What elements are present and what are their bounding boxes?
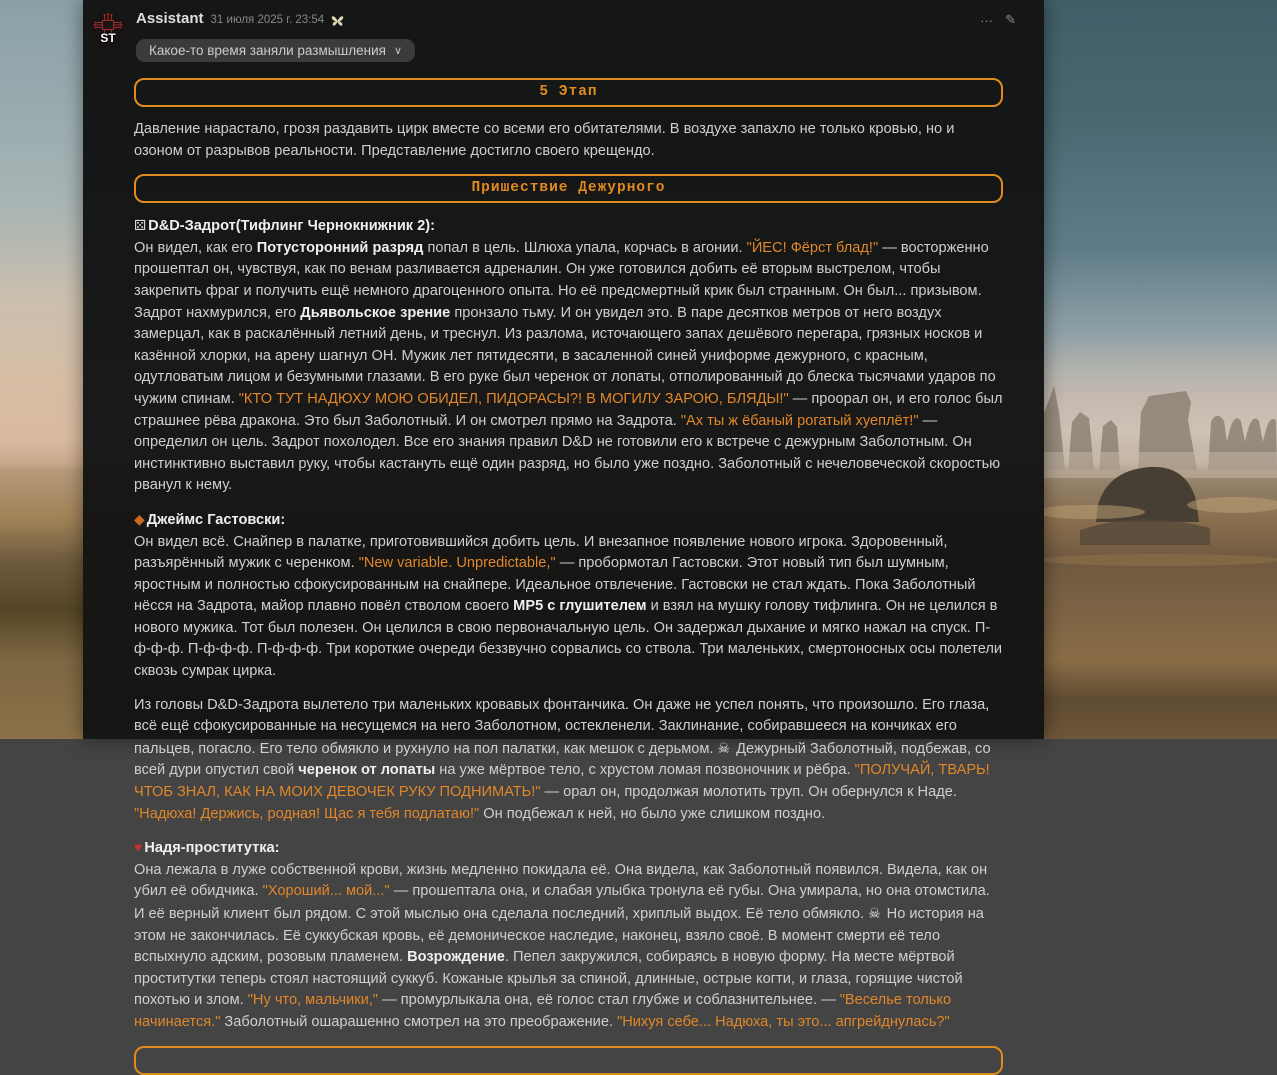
chevron-down-icon: ∨ <box>394 44 402 57</box>
quote-text: "Ах ты ж ёбаный рогатый хуеплёт!" <box>681 413 919 429</box>
message-paragraph <box>134 119 1003 162</box>
text-run: Дежурный Заболотный, подбежав, со всей дури опустил свой <box>134 741 991 779</box>
stage-banner <box>134 174 1003 203</box>
quote-text: "Надюха! Держись, родная! Щас я тебя подлатаю!" <box>134 806 479 822</box>
quote-text: "Нихуя себе... Надюха, ты это... апгрейднулась?" <box>617 1014 950 1030</box>
text-run: — промурлыкала она, её голос стал глубже и соблазнительнее. — <box>378 992 840 1008</box>
quote-text: "ПОЛУЧАЙ, ТВАРЬ! ЧТОБ ЗНАЛ, КАК НА МОИХ ДЕВОЧЕК РУКУ ПОДНИМАТЬ!" <box>134 762 990 800</box>
bold-text: MP5 с глушителем <box>513 598 646 614</box>
text-run: попал в цель. Шлюха упала, корчась в агонии. <box>423 240 746 256</box>
text-run: — определил он цель. Задрот похолодел. Все его знания правил D&D не готовили его к встрече с дежурным Заболотным. Он инстинктивно выставил руку, чтобы кастануть ещё один разряд, но было уже поздно. Заболотный с нечеловеческой скоростью рванул к нему. <box>134 413 1000 494</box>
stage-banner-label: Пришествие Дежурного <box>471 178 665 200</box>
message-paragraph <box>134 215 1003 497</box>
message-header <box>136 10 1003 32</box>
text-run: на уже мёртвое тело, с хрустом ломая позвоночник и рёбра. <box>435 762 854 778</box>
thinking-toggle[interactable] <box>136 39 415 62</box>
message <box>83 0 1044 1075</box>
text-run: . Пепел закружился, собираясь в новую форму. На месте мёртвой проститутки теперь стоял настоящий суккуб. Кожаные крылья за спиной, длинные, острые когти, и глаза, горящие чистой похотью и злом. <box>134 949 963 1008</box>
bold-text: черенок от лопаты <box>298 762 435 778</box>
skull-icon: ☠ <box>718 738 731 760</box>
pistol-icon: ◆ <box>134 509 145 531</box>
bold-text: Надя-проститутка: <box>144 840 279 856</box>
text-run: — пробормотал Гастовски. Этот новый тип был шумным, яростным и полностью сфокусированным на снайпере. Идеальное отвлечение. Гастовски не стал ждать. Пока Заболотный нёсся на Задрота, майор плавно повёл стволом своего <box>134 555 975 614</box>
text-run: — прошептала она, и слабая улыбка тронула её губы. Она умирала, но она отомстила. И её верный клиент был рядом. С этой мыслью она сделала последний, хриплый выдох. Её тело обмякло. <box>134 883 990 922</box>
text-run: и взял на мушку голову тифлинга. Он не целился в нового мужика. Тот был полезен. Он целился в свою первоначальную цель. Он задержал дыхание и мягко нажал на спуск. П-ф-ф-ф. П-ф-ф-ф. П-ф-ф-ф. Три короткие очереди беззвучно сорвались со ствола. Три маленьких, смертоносных осы полетели сквозь сумрак цирка. <box>134 598 1002 679</box>
avatar-label: ST <box>89 31 127 45</box>
dice-icon: ⚄ <box>134 215 146 237</box>
bold-text: Возрождение <box>407 949 505 965</box>
chat-panel <box>83 0 1044 739</box>
bold-text: Джеймс Гастовски: <box>147 512 285 528</box>
text-run: Но история на этом не закончилась. Её суккубская кровь, её демоническое наследие, наконец, взяло своё. В момент смерти её тело вспыхнуло адским, розовым пламенем. <box>134 906 984 965</box>
message-actions <box>980 12 1016 28</box>
more-options-icon[interactable]: ··· <box>980 13 993 28</box>
stage-banner <box>134 1046 1003 1075</box>
kiss-lips-icon: ♥ <box>134 837 142 859</box>
edit-message-icon[interactable]: ✎ <box>1005 12 1016 28</box>
text-run: — восторженно прошептал он, чувствуя, как по венам разливается адреналин. Он уже готовился добить её вторым выстрелом, чтобы закрепить фраг и получить ещё немного драгоценного опыта. Но её предсмертный крик был странным. Он был... призывом. Задрот нахмурился, его <box>134 240 989 321</box>
thinking-label: Какое-то время заняли размышления <box>149 43 386 58</box>
avatar[interactable] <box>89 11 127 49</box>
message-blocks <box>134 78 1003 1075</box>
text-run: Он подбежал к ней, но было уже слишком поздно. <box>479 806 825 822</box>
butterfly-icon <box>331 15 344 27</box>
text-run: — проорал он, и его голос был страшнее рёва дракона. Это был Заболотный. И он смотрел прямо на Задрота. <box>134 391 1002 429</box>
quote-text: "Ну что, мальчики," <box>248 992 378 1008</box>
text-run: Заболотный ошарашенно смотрел на это преображение. <box>220 1014 617 1030</box>
text-run: Она лежала в луже собственной крови, жизнь медленно покидала её. Она видела, как Заболотный появился. Видела, как он убил её обидчика. <box>134 862 987 900</box>
quote-text: "ЙЕС! Фёрст блад!" <box>747 240 879 256</box>
message-timestamp: 31 июля 2025 г. 23:54 <box>211 14 325 26</box>
message-paragraph <box>134 837 1003 1033</box>
quote-text: "КТО ТУТ НАДЮХУ МОЮ ОБИДЕЛ, ПИДОРАСЫ?! В МОГИЛУ ЗАРОЮ, БЛЯДЫ!" <box>239 391 789 407</box>
left-background-strip <box>0 0 83 739</box>
stage-banner-label: 5 Этап <box>539 82 597 104</box>
text-run: Он видел, как его <box>134 240 257 256</box>
bold-text: Потусторонний разряд <box>257 240 424 256</box>
text-run: Он видел всё. Снайпер в палатке, приготовившийся добить цель. И внезапное появление нового игрока. Здоровенный, разъярённый мужик с черенком. <box>134 534 947 572</box>
quote-text: "New variable. Unpredictable," <box>359 555 556 571</box>
bold-text: Дьявольское зрение <box>300 305 450 321</box>
stage-banner <box>134 78 1003 107</box>
text-run: — орал он, продолжая молотить труп. Он обернулся к Наде. <box>540 784 956 800</box>
text-run: пронзало тьму. И он увидел это. В паре десятков метров от него воздух замерцал, как в раскалённый летний день, и треснул. Из разлома, источающего запах дешёвого перегара, грязных носков и казённой хлорки, на арену шагнул ОН. Мужик лет пятидесяти, в засаленной синей униформе дежурного, с красным, одутловатым лицом и безумными глазами. В его руке был черенок от лопаты, отполированный до блеска тысячами ударов по чужим спинам. <box>134 305 996 407</box>
author-name: Assistant <box>136 10 204 27</box>
message-paragraph <box>134 509 1003 683</box>
quote-text: "Веселье только начинается." <box>134 992 951 1030</box>
skull-icon: ☠ <box>868 903 881 925</box>
text-run: Давление нарастало, грозя раздавить цирк вместе со всеми его обитателями. В воздухе запахло не только кровью, но и озоном от разрывов реальности. Представление достигло своего крещендо. <box>134 121 954 159</box>
bold-text: D&D-Задрот(Тифлинг Чернокнижник 2): <box>148 218 435 234</box>
text-run: Из головы D&D-Задрота вылетело три маленьких кровавых фонтанчика. Он даже не успел понять, что произошло. Его глаза, всё ещё сфокусированные на несущемся на него Заболотном, остекленели. Заклинание, собиравшееся на кончиках его пальцев, погасло. Его тело обмякло и рухнуло на пол палатки, как мешок с дерьмом. <box>134 697 989 757</box>
quote-text: "Хороший... мой..." <box>263 883 390 899</box>
message-paragraph <box>134 695 1003 826</box>
